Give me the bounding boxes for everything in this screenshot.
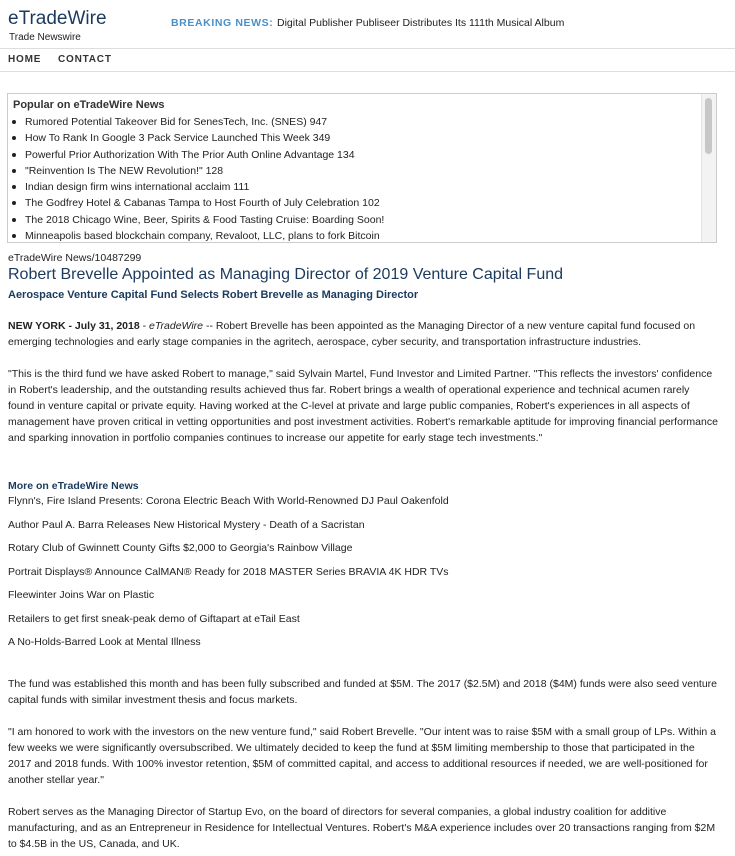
popular-news-list [8, 114, 384, 243]
more-news-item[interactable]: Portrait Displays® Announce CalMAN® Ready for 2018 MASTER Series BRAVIA 4K HDR TVs [8, 566, 449, 578]
article-headline: Robert Brevelle Appointed as Managing Director of 2019 Venture Capital Fund [8, 266, 564, 283]
more-news-item[interactable]: Author Paul A. Barra Releases New Historical Mystery - Death of a Sacristan [8, 519, 365, 531]
main-nav [0, 48, 735, 72]
popular-news-box[interactable] [7, 93, 717, 243]
popular-news-item[interactable]: Indian design firm wins international acclaim 111 [25, 179, 384, 195]
more-news-item[interactable]: Fleewinter Joins War on Plastic [8, 589, 155, 601]
site-logo[interactable]: eTradeWire [8, 8, 107, 29]
popular-news-item[interactable]: The 2018 Chicago Wine, Beer, Spirits & Food Tasting Cruise: Boarding Soon! [25, 212, 384, 228]
site-tagline: Trade Newswire [9, 32, 81, 43]
more-news-item[interactable]: A No-Holds-Barred Look at Mental Illness [8, 636, 201, 648]
more-news-item[interactable]: Flynn's, Fire Island Presents: Corona Electric Beach With World-Renowned DJ Paul Oakenfold [8, 495, 449, 507]
article-paragraph-3: The fund was established this month and has been fully subscribed and funded at $5M. The 2017 ($2.5M) and 2018 ($4M) funds were also seed venture capital funds with similar investment thesis and focus markets. [8, 678, 717, 706]
dateline-separator: - [139, 320, 150, 332]
popular-news-item[interactable]: The Godfrey Hotel & Cabanas Tampa to Host Fourth of July Celebration 102 [25, 195, 384, 211]
popular-news-item[interactable]: Rumored Potential Takeover Bid for SenesTech, Inc. (SNES) 947 [25, 114, 384, 130]
more-news-item[interactable]: Rotary Club of Gwinnett County Gifts $2,000 to Georgia's Rainbow Village [8, 542, 353, 554]
article-subhead: Aerospace Venture Capital Fund Selects Robert Brevelle as Managing Director [8, 289, 419, 301]
more-news-title: More on eTradeWire News [8, 480, 139, 492]
breaking-news-link[interactable]: Digital Publisher Publiseer Distributes Its 111th Musical Album [277, 17, 565, 29]
more-news-item[interactable]: Retailers to get first sneak-peak demo of Giftapart at eTail East [8, 613, 300, 625]
popular-news-item[interactable]: "Reinvention Is The NEW Revolution!" 128 [25, 163, 384, 179]
nav-contact[interactable]: CONTACT [58, 54, 112, 65]
paragraph-1-text: -- Robert Brevelle has been appointed as the Managing Director of a new venture capital fund focused on emerging technologies and early stage companies in the agritech, aerospace, cyber security, and transportation infrastructure industries. [8, 320, 696, 348]
popular-news-item[interactable]: Minneapolis based blockchain company, Revaloot, LLC, plans to fork Bitcoin [25, 228, 384, 243]
popular-news-item[interactable]: How To Rank In Google 3 Pack Service Launched This Week 349 [25, 130, 384, 146]
popular-scrollbar[interactable] [701, 94, 716, 242]
article-paragraph-2: "This is the third fund we have asked Robert to manage," said Sylvain Martel, Fund Investor and Limited Partner. "This reflects the investors' confidence in Robert's leadership, and the outstanding results achieved thus far. Robert brings a wealth of operational experience and technical acumen rarely found in venture capital or private equity. Having worked at the C-level at private and large public companies, Robert's experiences in all aspects of management have proven critical in vetting opportunities and post investment activities. Robert's remarkable aptitude for improving financial performance and sparking innovation in portfolio companies continues to increase our appetite for early stage tech investments." [8, 368, 718, 444]
dateline-source: eTradeWire [149, 320, 204, 332]
breaking-news-label: BREAKING NEWS: [171, 17, 274, 29]
scrollbar-thumb[interactable] [705, 98, 712, 154]
news-id: eTradeWire News/10487299 [8, 252, 142, 264]
article-paragraph-5: Robert serves as the Managing Director of Startup Evo, on the board of directors for several companies, a global industry coalition for additive manufacturing, and as an Entrepreneur in Residence for Intellectual Ventures. Robert's M&A experience includes over 20 transactions ranging from $2M to $4.5B in the US, Canada, and UK. [8, 806, 716, 850]
popular-news-item[interactable]: Powerful Prior Authorization With The Prior Auth Online Advantage 134 [25, 147, 384, 163]
popular-news-title: Popular on eTradeWire News [13, 99, 165, 111]
article-paragraph-4: "I am honored to work with the investors on the new venture fund," said Robert Brevelle. "Our intent was to raise $5M with a small group of LPs. Within a few weeks we were significantly oversubscribed. We ultimately decided to keep the fund at $5M limiting membership to those that participated in the 2017 and 2018 funds. With 100% investor retention, $5M of committed capital, and access to additional resources if needed, we are well-positioned for another stellar year." [8, 726, 717, 786]
dateline-location: NEW YORK [8, 320, 66, 332]
nav-home[interactable]: HOME [8, 54, 42, 65]
site-header [0, 0, 735, 48]
dateline-date: - July 31, 2018 [65, 320, 140, 332]
article-paragraph-1 [8, 318, 718, 350]
